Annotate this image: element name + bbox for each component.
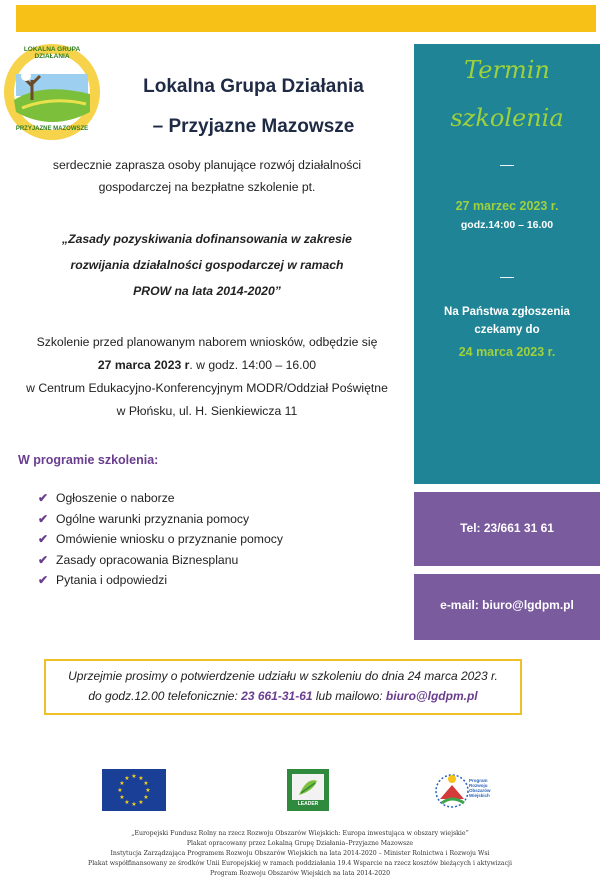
list-item [38, 550, 283, 571]
program-list [38, 488, 283, 591]
eu-flag-icon [102, 769, 166, 811]
prow-text: Program Rozwoju Obszarów Wiejskich [469, 778, 491, 798]
program-heading: W programie szkolenia: [18, 453, 159, 467]
email-panel [414, 574, 600, 640]
termin-line1: Termin [464, 56, 550, 84]
footer-line1: „Europejski Fundusz Rolny na rzecz Rozwoju Obszarów Wiejskich: Europa inwestująca w obszary wiejskie” [131, 830, 469, 837]
program-item-label: Ogólne warunki przyznania pomocy [56, 511, 250, 526]
apply-deadline: 24 marca 2023 r. [458, 345, 556, 359]
check-icon: ✔ [38, 532, 49, 547]
confirm-text: do godz.12.00 telefonicznie: [88, 689, 242, 703]
footer-line2: Plakat opracowany przez Lokalną Grupę Działania–Przyjazne Mazowsze [186, 840, 414, 847]
svg-text:★: ★ [138, 775, 144, 782]
svg-text:★: ★ [131, 773, 137, 780]
footer-line3: Instytucja Zarządzająca Programem Rozwoju Obszarów Wiejskich na lata 2014-2020 – Minister Rolnictwa i Rozwoju Wsi [110, 850, 490, 857]
program-item-label: Ogłoszenie o naborze [56, 491, 175, 506]
termin-line2: szkolenia [450, 104, 564, 132]
svg-text:★: ★ [143, 794, 149, 801]
program-item-label: Pytania i odpowiedzi [56, 573, 168, 588]
top-accent-bar [16, 5, 596, 32]
intro-line1: serdecznie zaprasza osoby planujące rozwój działalności [52, 158, 362, 172]
list-item [38, 570, 283, 591]
confirmation-box [44, 659, 522, 715]
svg-text:★: ★ [117, 787, 123, 794]
footer-line5: Program Rozwoju Obszarów Wiejskich na lata 2014-2020 [209, 870, 391, 877]
program-item-label: Zasady opracowania Biznesplanu [56, 552, 239, 567]
list-item [38, 488, 283, 509]
training-title-line1: „Zasady pozyskiwania dofinansowania w zakresie [62, 232, 352, 246]
check-icon: ✔ [38, 511, 49, 526]
org-name-line2: – Przyjazne Mazowsze [152, 116, 355, 137]
logo-text-bottom: PRZYJAZNE MAZOWSZE [15, 126, 89, 132]
apply-line2: czekamy do [474, 324, 540, 336]
confirm-email[interactable]: biuro@lgdpm.pl [385, 689, 478, 703]
phone-number[interactable]: Tel: 23/661 31 61 [460, 521, 554, 535]
confirm-phone[interactable]: 23 661-31-61 [241, 689, 313, 703]
confirm-text: lub mailowo: [312, 689, 386, 703]
confirm-line2 [46, 689, 520, 703]
check-icon: ✔ [38, 552, 49, 567]
details-line3: w Centrum Edukacyjno-Konferencyjnym MODR/Oddział Poświętne [26, 381, 388, 395]
email-address[interactable]: e-mail: biuro@lgdpm.pl [440, 598, 574, 612]
svg-text:★: ★ [124, 775, 130, 782]
svg-text:★: ★ [143, 780, 149, 787]
list-item [38, 509, 283, 530]
intro-line2: gospodarczej na bezpłatne szkolenie pt. [98, 180, 316, 194]
logo-text-top: LOKALNA GRUPA DZIAŁANIA [23, 46, 81, 60]
training-hours: . w godz. 14:00 – 16.00 [189, 358, 317, 372]
svg-text:★: ★ [138, 799, 144, 806]
list-item [38, 529, 283, 550]
divider-dash: — [500, 268, 514, 284]
details-line4: w Płońsku, ul. H. Sienkiewicza 11 [116, 404, 298, 418]
training-date: 27 marca 2023 r [97, 358, 190, 372]
svg-text:★: ★ [145, 787, 151, 794]
divider-dash: — [500, 156, 514, 172]
training-title-line3: PROW na lata 2014-2020” [133, 284, 281, 298]
check-icon: ✔ [38, 573, 49, 588]
leader-text: LEADER [297, 801, 319, 807]
check-icon: ✔ [38, 491, 49, 506]
training-title-line2: rozwijania działalności gospodarczej w ramach [70, 258, 344, 272]
schedule-date: 27 marzec 2023 r. [455, 199, 559, 213]
svg-text:★: ★ [124, 799, 130, 806]
footer-line4: Plakat współfinansowany ze środków Unii Europejskiej w ramach poddziałania 19.4 Wsparcie na rzecz kosztów bieżących i aktywizacji [88, 860, 512, 867]
program-item-label: Omówienie wniosku o przyznanie pomocy [56, 532, 283, 547]
apply-line1: Na Państwa zgłoszenia [444, 306, 570, 318]
svg-text:★: ★ [119, 794, 125, 801]
org-name-line1: Lokalna Grupa Działania [143, 76, 364, 97]
details-line1: Szkolenie przed planowanym naborem wniosków, odbędzie się [36, 335, 378, 349]
confirm-line1: Uprzejmie prosimy o potwierdzenie udziału w szkoleniu do dnia 24 marca 2023 r. [68, 669, 498, 683]
details-line2 [0, 358, 414, 372]
schedule-panel [414, 44, 600, 484]
phone-panel [414, 492, 600, 566]
svg-text:★: ★ [119, 780, 125, 787]
schedule-hours: godz.14:00 – 16.00 [460, 219, 554, 231]
svg-text:★: ★ [131, 801, 137, 808]
